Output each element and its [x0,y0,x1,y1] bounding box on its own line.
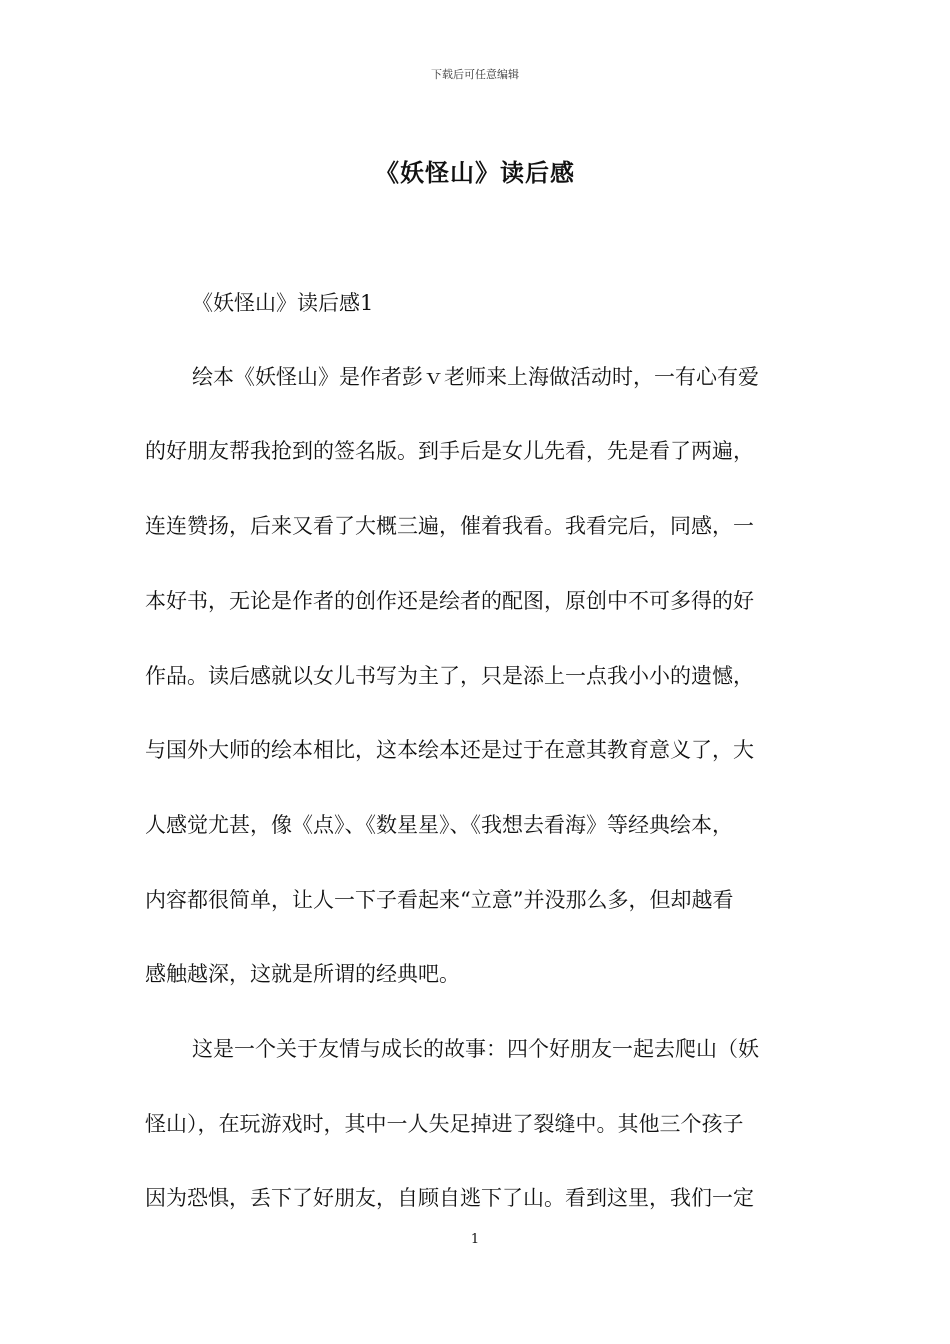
paragraph-line: 与国外大师的绘本相比，这本绘本还是过于在意其教育意义了，大 [145,738,754,762]
paragraph-line: 怪山），在玩游戏时，其中一人失足掉进了裂缝中。其他三个孩子 [145,1112,744,1136]
paragraph-line: 作品。读后感就以女儿书写为主了，只是添上一点我小小的遗憾， [145,664,754,688]
paragraph-line: 内容都很简单，让人一下子看起来“立意”并没那么多，但却越看 [145,888,734,912]
paragraph-line: 因为恐惧，丢下了好朋友，自顾自逃下了山。看到这里，我们一定 [145,1186,754,1210]
header-note: 下载后可任意编辑 [431,68,519,81]
paragraph-line: 感触越深，这就是所谓的经典吧。 [145,962,460,986]
paragraph-line: 这是一个关于友情与成长的故事：四个好朋友一起去爬山（妖 [192,1037,759,1061]
paragraph-line: 的好朋友帮我抢到的签名版。到手后是女儿先看，先是看了两遍， [145,439,754,463]
paragraph-line: 人感觉尤甚，像《点》、《数星星》、《我想去看海》等经典绘本， [145,813,733,837]
paragraph-line: 绘本《妖怪山》是作者彭ｖ老师来上海做活动时，一有心有爱 [192,365,759,389]
section-heading: 《妖怪山》读后感1 [192,291,374,315]
paragraph-line: 本好书，无论是作者的创作还是绘者的配图，原创中不可多得的好 [145,589,754,613]
document-title: 《妖怪山》读后感 [375,158,575,187]
page-number: 1 [470,1232,480,1247]
paragraph-line: 连连赞扬，后来又看了大概三遍，催着我看。我看完后，同感，一 [145,514,754,538]
